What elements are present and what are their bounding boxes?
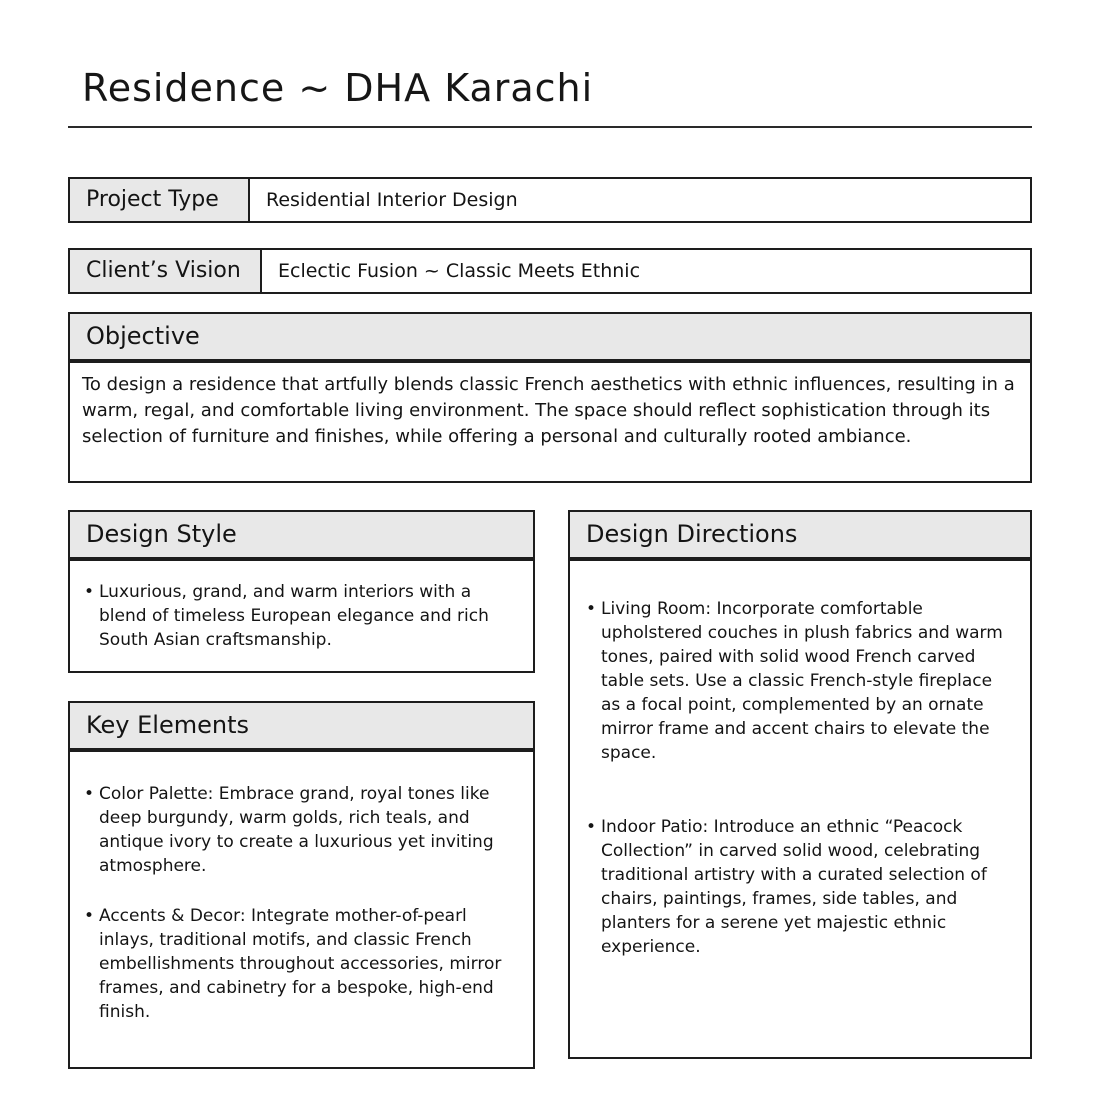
field-row-clients-vision (68, 248, 1032, 294)
project-type-value: Residential Interior Design (266, 189, 518, 211)
key-elements-section (68, 701, 535, 1069)
right-column (568, 510, 1032, 1059)
two-column-area (68, 510, 1032, 1069)
page-title: Residence ~ DHA Karachi (82, 66, 594, 110)
title-divider (68, 126, 1032, 128)
clients-vision-value: Eclectic Fusion ~ Classic Meets Ethnic (278, 260, 641, 282)
design-directions-section (568, 510, 1032, 1059)
design-style-bullet: • Luxurious, grand, and warm interiors with a blend of timeless European elegance and rich South Asian craftsmanship. (82, 580, 517, 652)
design-directions-body (568, 559, 1032, 1059)
objective-section (68, 312, 1032, 483)
key-elements-body (68, 750, 535, 1069)
left-column (68, 510, 535, 1069)
design-style-body (68, 559, 535, 673)
objective-heading: Objective (68, 312, 1032, 361)
design-style-section (68, 510, 535, 673)
clients-vision-label: Client’s Vision (70, 250, 262, 292)
design-style-heading: Design Style (68, 510, 535, 559)
key-elements-bullet-accents-decor: • Accents & Decor: Integrate mother-of-pearl inlays, traditional motifs, and classic French embellishments throughout accessories, mirror frames, and cabinetry for a bespoke, high-end finish. (82, 904, 519, 1024)
key-elements-bullet-color-palette: • Color Palette: Embrace grand, royal tones like deep burgundy, warm golds, rich teals, and antique ivory to create a luxurious yet inviting atmosphere. (82, 782, 519, 878)
key-elements-heading: Key Elements (68, 701, 535, 750)
design-directions-bullet-indoor-patio: • Indoor Patio: Introduce an ethnic “Peacock Collection” in carved solid wood, celebrating traditional artistry with a curated selection of chairs, paintings, frames, side tables, and planters for a serene yet majestic ethnic experience. (584, 815, 1016, 959)
design-directions-bullet-living-room: • Living Room: Incorporate comfortable upholstered couches in plush fabrics and warm tones, paired with solid wood French carved table sets. Use a classic French-style fireplace as a focal point, complemented by an ornate mirror frame and accent chairs to elevate the space. (584, 597, 1016, 765)
design-directions-heading: Design Directions (568, 510, 1032, 559)
field-row-project-type (68, 177, 1032, 223)
project-type-label: Project Type (70, 179, 250, 221)
objective-body: To design a residence that artfully blends classic French aesthetics with ethnic influences, resulting in a warm, regal, and comfortable living environment. The space should reflect sophistication through its selection of furniture and finishes, while offering a personal and culturally rooted ambiance. (68, 361, 1032, 483)
